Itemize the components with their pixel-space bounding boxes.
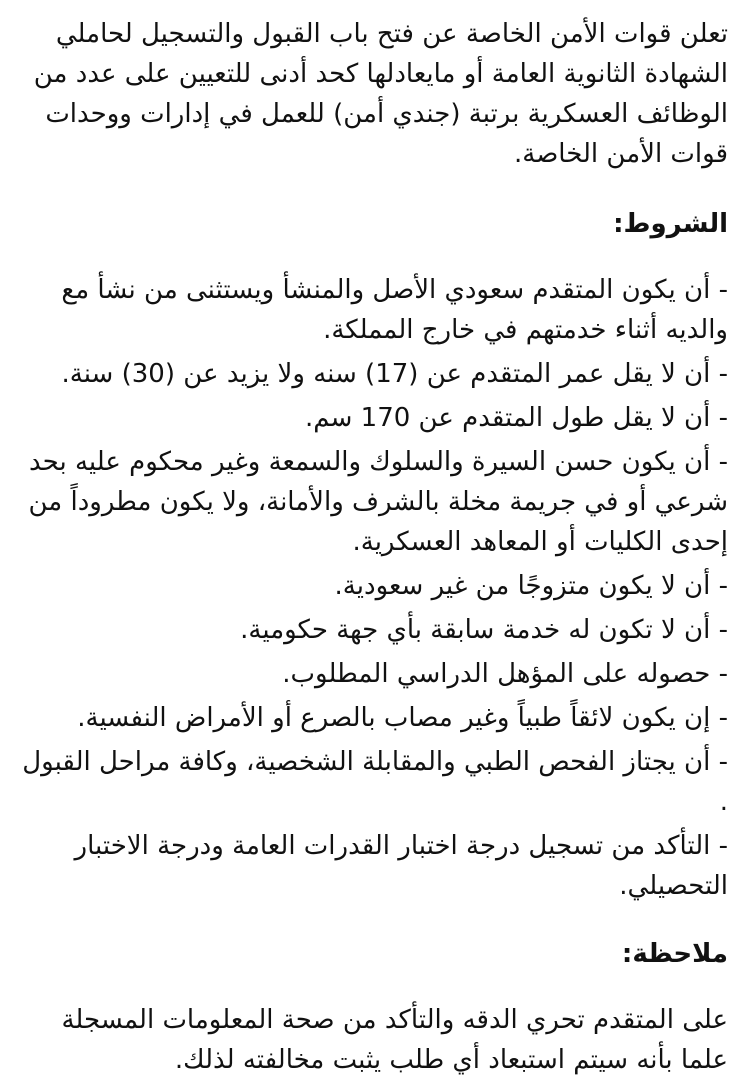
conditions-heading: الشروط: [613,209,728,239]
condition-item: - أن يجتاز الفحص الطبي والمقابلة الشخصية، وكافة مراحل القبول . [22,747,728,817]
condition-item: - التأكد من تسجيل درجة اختبار القدرات العامة ودرجة الاختبار التحصيلي. [74,831,728,901]
condition-item: - أن يكون حسن السيرة والسلوك والسمعة وغير محكوم عليه بحد شرعي أو في جريمة مخلة بالشرف والأمانة، ولا يكون مطروداً من إحدى الكليات أو المعاهد العسكرية. [28,447,728,557]
condition-item: - أن يكون المتقدم سعودي الأصل والمنشأ ويستثنى من نشأ مع والديه أثناء خدمتهم في خارج المملكة. [61,275,728,345]
note-paragraph: على المتقدم تحري الدقه والتأكد من صحة المعلومات المسجلة علما بأنه سيتم استبعاد أي طلب يثبت مخالفته لذلك. [61,1005,728,1075]
intro-paragraph: تعلن قوات الأمن الخاصة عن فتح باب القبول والتسجيل لحاملي الشهادة الثانوية العامة أو مايعادلها كحد أدنى للتعيين على عدد من الوظائف العسكرية برتبة (جندي أمن) للعمل في إدارات ووحدات قوات الأمن الخاصة. [33,19,728,169]
condition-item: - إن يكون لائقاً طبياً وغير مصاب بالصرع أو الأمراض النفسية. [77,703,728,733]
note-heading: ملاحظة: [621,939,728,969]
condition-item: - أن لا يقل طول المتقدم عن 170 سم. [305,403,728,433]
condition-item: - أن لا يقل عمر المتقدم عن (17) سنه ولا يزيد عن (30) سنة. [61,359,728,389]
condition-item: - حصوله على المؤهل الدراسي المطلوب. [282,659,728,689]
conditions-list [22,270,728,906]
condition-item: - أن لا تكون له خدمة سابقة بأي جهة حكومية. [240,615,728,645]
condition-item: - أن لا يكون متزوجًا من غير سعودية. [334,571,728,601]
